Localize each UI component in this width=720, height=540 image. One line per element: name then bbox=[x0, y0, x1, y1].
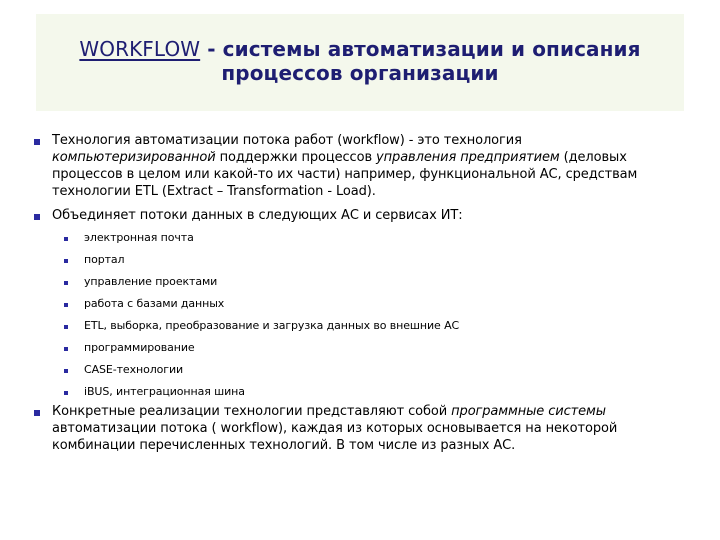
list-item-ibus: iBUS, интеграционная шина bbox=[84, 385, 245, 398]
sub-bullet-marker bbox=[64, 347, 68, 351]
title-line1: - системы автоматизации и описания bbox=[200, 37, 641, 61]
sub-bullet-marker bbox=[64, 237, 68, 241]
list-item-email: электронная почта bbox=[84, 231, 194, 244]
sub-bullet-marker bbox=[64, 391, 68, 395]
bullet-marker-2 bbox=[34, 214, 40, 220]
list-item-portal: портал bbox=[84, 253, 125, 266]
bullet-1-mid: поддержки процессов bbox=[215, 150, 377, 165]
bullet-1-italic-1: компьютеризированной bbox=[52, 150, 216, 165]
bullet-2-line-1: Объединяет потоки данных в следующих АС и сервисах ИТ: bbox=[52, 208, 463, 223]
bullet-3-line-3: комбинации перечисленных технологий. В том числе из разных АС. bbox=[52, 438, 516, 453]
bullet-1-line-2 bbox=[52, 149, 627, 166]
bullet-1-line-3: процессов в целом или какой-то их части) например, функциональной АС, средствам bbox=[52, 167, 638, 182]
list-item-programming: программирование bbox=[84, 341, 195, 354]
bullet-marker-1 bbox=[34, 139, 40, 145]
bullet-3-italic: программные системы bbox=[451, 404, 606, 419]
workflow-link[interactable]: WORKFLOW bbox=[79, 37, 201, 61]
sub-bullet-marker bbox=[64, 369, 68, 373]
bullet-1-line-1: Технология автоматизации потока работ (workflow) - это технология bbox=[52, 133, 522, 148]
slide-title bbox=[36, 37, 684, 85]
sub-bullet-marker bbox=[64, 281, 68, 285]
title-banner bbox=[36, 14, 684, 111]
bullet-3-line-2: автоматизации потока ( workflow), каждая из которых основывается на некоторой bbox=[52, 421, 618, 436]
sub-bullet-marker bbox=[64, 303, 68, 307]
bullet-1-italic-2: управления предприятием bbox=[376, 150, 560, 165]
bullet-1-line-4: технологии ETL (Extract – Transformation - Load). bbox=[52, 184, 376, 199]
list-item-databases: работа с базами данных bbox=[84, 297, 225, 310]
bullet-marker-3 bbox=[34, 410, 40, 416]
list-item-case: CASE-технологии bbox=[84, 363, 184, 376]
list-item-etl: ETL, выборка, преобразование и загрузка данных во внешние АС bbox=[84, 319, 460, 332]
bullet-3-start: Конкретные реализации технологии представляют собой bbox=[52, 404, 452, 419]
sub-bullet-marker bbox=[64, 325, 68, 329]
bullet-1-end: (деловых bbox=[559, 150, 627, 165]
bullet-3-line-1 bbox=[52, 403, 606, 420]
sub-bullet-marker bbox=[64, 259, 68, 263]
list-item-project-management: управление проектами bbox=[84, 275, 218, 288]
title-line2: процессов организации bbox=[221, 61, 499, 85]
